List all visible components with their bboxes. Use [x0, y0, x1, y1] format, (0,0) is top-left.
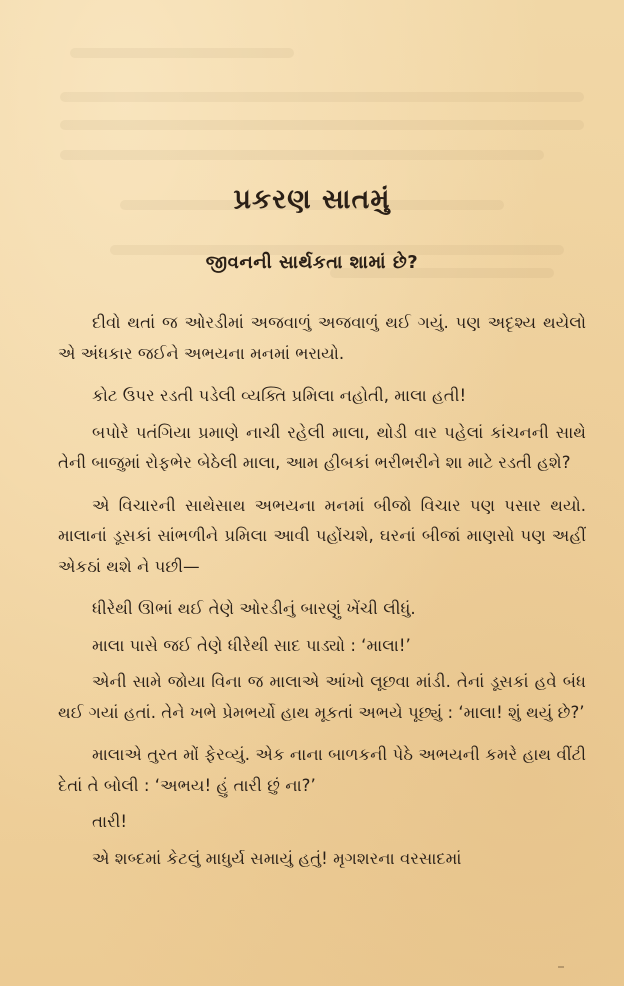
body-text: [58, 308, 586, 886]
paragraph: તારી!: [92, 812, 128, 831]
show-through-text: [60, 150, 544, 160]
paragraph: માલા પાસે જઈ તેણે ધીરેથી સાદ પાડ્યો : ‘માલા!’: [92, 635, 411, 655]
paragraph: એની સામે જોયા વિના જ માલાએ આંખો લૂછવા માંડી. તેનાં ડૂસકાં હવે બંધ થઈ ગયાં હતાં. તેને ખભે પ્રેમભર્યો હાથ મૂકતાં અભયે પૂછ્યું : ‘માલા! શું થયું છે?’: [58, 672, 586, 722]
paragraph: એ શબ્દમાં કેટલું માધુર્ય સમાયું હતું! મૃગશરના વરસાદમાં: [92, 848, 462, 868]
show-through-text: [60, 92, 584, 102]
paragraph: કોટ ઉપર રડતી પડેલી વ્યક્તિ પ્રમિલા નહોતી, માલા હતી!: [92, 386, 467, 405]
chapter-title: પ્રકરણ સાતમું: [233, 184, 391, 215]
show-through-text: [70, 48, 294, 58]
page-mark: [558, 966, 564, 968]
paragraph: ધીરેથી ઊભાં થઈ તેણે ઓરડીનું બારણું ખેંચી લીધું.: [92, 599, 416, 618]
paragraph: માલાએ તુરત મોં ફેરવ્યું. એક નાના બાળકની પેઠે અભયની કમરે હાથ વીંટી દેતાં તે બોલી : ‘અભય! હું તારી છું ના?’: [58, 745, 586, 795]
chapter-subtitle: જીવનની સાર્થકતા શામાં છે?: [205, 252, 419, 273]
paragraph: દીવો થતાં જ ઓરડીમાં અજવાળું અજવાળું થઈ ગયું. પણ અદૃશ્ય થયેલો એ અંધકાર જઈને અભયના મનમાં ભરાયો.: [58, 313, 586, 363]
paragraph: બપોરે પતંગિયા પ્રમાણે નાચી રહેલી માલા, થોડી વાર પહેલાં કાંચનની સાથે તેની બાજુમાં રોફભેર બેઠેલી માલા, આમ હીબકાં ભરીભરીને શા માટે રડતી હશે?: [58, 422, 586, 472]
show-through-text: [60, 120, 584, 130]
paragraph: એ વિચારની સાથેસાથ અભયના મનમાં બીજો વિચાર પણ પસાર થયો. માલાનાં ડૂસકાં સાંભળીને પ્રમિલા આવી પહોંચશે, ઘરનાં બીજાં માણસો પણ અહીં એકઠાં થશે ને પછી—: [58, 495, 586, 576]
